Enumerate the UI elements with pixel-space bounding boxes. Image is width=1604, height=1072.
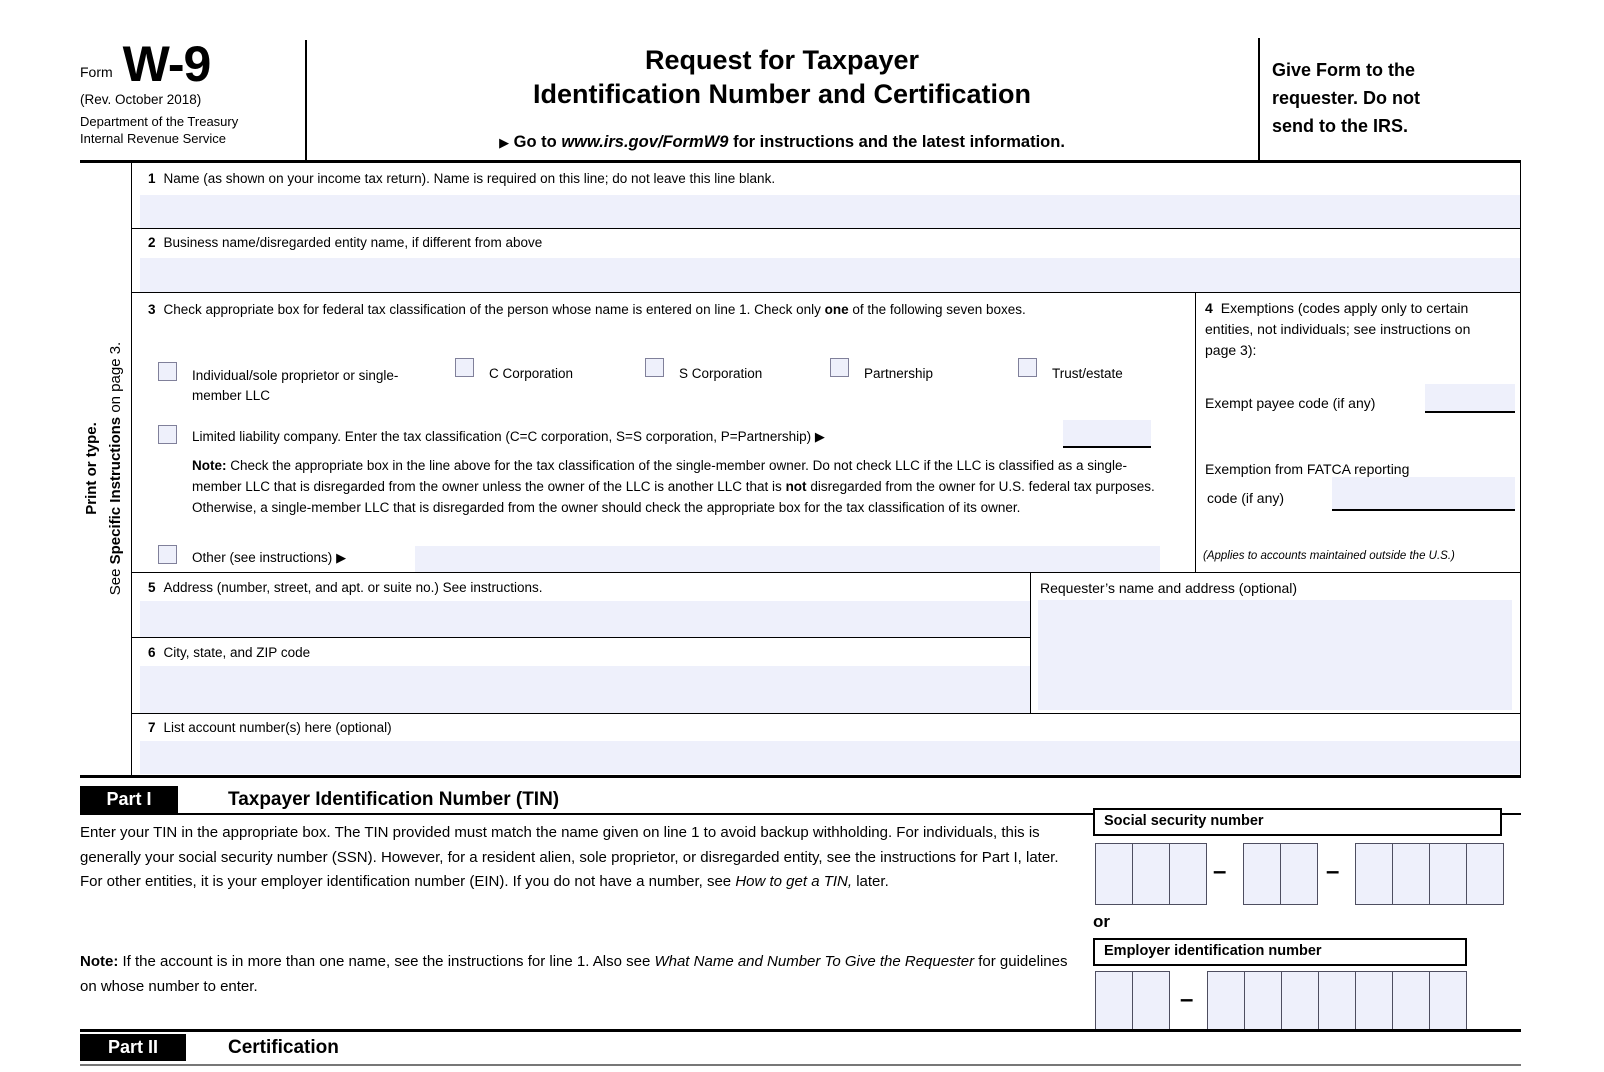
row2-border bbox=[131, 292, 1521, 293]
ssn-digit-cell[interactable] bbox=[1132, 843, 1170, 905]
page-cut-rule bbox=[80, 1064, 1521, 1066]
ein-digit-cell[interactable] bbox=[1244, 971, 1282, 1030]
form-department: Department of the Treasury bbox=[80, 114, 239, 129]
checkbox-llc[interactable] bbox=[158, 425, 177, 444]
ssn-digit-cell[interactable] bbox=[1169, 843, 1207, 905]
form-title-line2: Identification Number and Certification bbox=[532, 79, 1032, 109]
ssn-digit-cell[interactable] bbox=[1466, 843, 1504, 905]
ein-digit-cell[interactable] bbox=[1281, 971, 1319, 1030]
irs-url: www.irs.gov/FormW9 bbox=[561, 133, 729, 151]
ssn-group-1 bbox=[1095, 843, 1207, 905]
ein-digit-cell[interactable] bbox=[1318, 971, 1356, 1030]
ssn-digit-cell[interactable] bbox=[1429, 843, 1467, 905]
form-service: Internal Revenue Service bbox=[80, 131, 226, 146]
part1-paragraph: Enter your TIN in the appropriate box. The TIN provided must match the name given on line 1 to avoid backup withholding. For individuals, this is generally your social security number (SSN). However, for a resident alien, sole proprietor, or disregarded entity, see the instructions for Part I, later. For other entities, it is your employer identification number (EIN). If you do not have a number, see How to get a TIN, later. bbox=[80, 824, 1059, 890]
city-state-zip-input[interactable] bbox=[140, 666, 1030, 713]
form-id-block bbox=[80, 36, 300, 147]
line2-label: 2 Business name/disregarded entity name, if different from above bbox=[148, 235, 543, 250]
ein-digit-cell[interactable] bbox=[1207, 971, 1245, 1030]
exemptions-label: 4 Exemptions (codes apply only to certain entities, not individuals; see instructions on page 3): bbox=[1205, 300, 1471, 358]
form-number: W-9 bbox=[122, 36, 211, 92]
ssn-digit-cell[interactable] bbox=[1280, 843, 1318, 905]
line6-label: 6 City, state, and ZIP code bbox=[148, 645, 311, 660]
checkbox-s-corporation[interactable] bbox=[645, 358, 664, 377]
ssn-label-box: Social security number bbox=[1093, 808, 1502, 836]
fatca-code-input[interactable] bbox=[1332, 477, 1515, 511]
arrow-icon: ▶ bbox=[499, 135, 510, 150]
row1-border bbox=[131, 228, 1521, 229]
field-area-right-border bbox=[1520, 160, 1521, 775]
requester-divider bbox=[1030, 572, 1031, 713]
line1-label: 1 Name (as shown on your income tax return). Name is required on this line; do not leave this line blank. bbox=[148, 171, 776, 186]
ssn-digit-cell[interactable] bbox=[1392, 843, 1430, 905]
header-bottom-rule bbox=[80, 160, 1521, 163]
business-name-input[interactable] bbox=[140, 258, 1520, 292]
fatca-label-line2: code (if any) bbox=[1207, 490, 1285, 506]
arrow-icon: ▶ bbox=[336, 550, 347, 565]
exempt-payee-input[interactable] bbox=[1425, 384, 1515, 413]
part1-note: Note: If the account is in more than one name, see the instructions for line 1. Also see What Name and Number To Give the Requester for guidelines on whose number to enter. bbox=[80, 953, 1068, 995]
checkbox-s-corporation-label: S Corporation bbox=[679, 366, 763, 381]
part1-tab: Part I bbox=[80, 786, 178, 813]
ein-digit-cell[interactable] bbox=[1132, 971, 1170, 1030]
checkbox-individual-label: Individual/sole proprietor or single-member LLC bbox=[192, 368, 399, 403]
or-label: or bbox=[1093, 912, 1110, 931]
part2-tab: Part II bbox=[80, 1034, 186, 1061]
ein-digit-cell[interactable] bbox=[1429, 971, 1467, 1030]
ein-group-1 bbox=[1095, 971, 1170, 1030]
part2-top-rule bbox=[80, 1029, 1521, 1032]
give-form-notice: Give Form to the requester. Do not send to the IRS. bbox=[1272, 60, 1421, 136]
checkbox-llc-label: Limited liability company. Enter the tax classification (C=C corporation, S=S corporation, P=Partnership) ▶ bbox=[192, 429, 825, 444]
fatca-label-line1: Exemption from FATCA reporting bbox=[1205, 461, 1410, 477]
checkbox-other[interactable] bbox=[158, 545, 177, 564]
arrow-icon: ▶ bbox=[814, 429, 825, 444]
checkbox-other-label: Other (see instructions) ▶ bbox=[192, 550, 347, 565]
checkbox-trust-estate[interactable] bbox=[1018, 358, 1037, 377]
exempt-payee-label: Exempt payee code (if any) bbox=[1205, 395, 1376, 411]
print-or-type-note: Print or type. bbox=[83, 422, 100, 515]
ein-digit-cell[interactable] bbox=[1095, 971, 1133, 1030]
part1-top-rule bbox=[80, 775, 1521, 778]
ssn-digit-cell[interactable] bbox=[1095, 843, 1133, 905]
llc-note: Note: Check the appropriate box in the line above for the tax classification of the single-member owner. Do not check LLC if the LLC is classified as a single-member LLC that is disregarded from the owner unless the owner of the LLC is another LLC that is not disregarded from the owner for U.S. federal tax purposes. Otherwise, a single-member LLC that is disregarded from the owner should check the appropriate box for the tax classification of its owner. bbox=[192, 458, 1155, 515]
ein-digit-cell[interactable] bbox=[1355, 971, 1393, 1030]
ssn-digit-cell[interactable] bbox=[1243, 843, 1281, 905]
line7-label: 7 List account number(s) here (optional) bbox=[148, 720, 392, 735]
part1-title: Taxpayer Identification Number (TIN) bbox=[228, 789, 560, 810]
ein-digit-cell[interactable] bbox=[1392, 971, 1430, 1030]
sidebar-vertical-note bbox=[80, 162, 131, 775]
ssn-group-3 bbox=[1355, 843, 1504, 905]
requester-label: Requester’s name and address (optional) bbox=[1040, 580, 1298, 596]
checkbox-partnership[interactable] bbox=[830, 358, 849, 377]
ssn-dash-2: – bbox=[1326, 858, 1340, 885]
checkbox-c-corporation[interactable] bbox=[455, 358, 474, 377]
ein-group-2 bbox=[1207, 971, 1467, 1030]
field-area-left-border bbox=[131, 160, 132, 775]
form-title-block bbox=[307, 43, 1257, 152]
box4-divider bbox=[1195, 292, 1196, 572]
requester-input[interactable] bbox=[1038, 600, 1512, 710]
ssn-digit-cell[interactable] bbox=[1355, 843, 1393, 905]
line3-label: 3 Check appropriate box for federal tax classification of the person whose name is entered on line 1. Check only one of the following seven boxes. bbox=[148, 302, 1026, 317]
checkbox-individual[interactable] bbox=[158, 362, 177, 381]
address-input[interactable] bbox=[140, 601, 1030, 637]
form-title-line1: Request for Taxpayer bbox=[644, 45, 920, 75]
account-numbers-input[interactable] bbox=[140, 741, 1520, 774]
line5-label: 5 Address (number, street, and apt. or suite no.) See instructions. bbox=[148, 580, 543, 595]
row5-border bbox=[131, 637, 1030, 638]
form-label: Form bbox=[80, 64, 113, 80]
header-divider-right bbox=[1258, 38, 1260, 160]
other-input[interactable] bbox=[415, 546, 1160, 572]
checkbox-c-corporation-label: C Corporation bbox=[489, 366, 574, 381]
form-revision: (Rev. October 2018) bbox=[80, 92, 202, 107]
specific-instructions-note: See Specific Instructions on page 3. bbox=[107, 341, 124, 596]
part2-title: Certification bbox=[228, 1037, 339, 1058]
llc-classification-input[interactable] bbox=[1063, 420, 1151, 448]
goto-instruction: ▶ Go to www.irs.gov/FormW9 for instructions and the latest information. bbox=[499, 133, 1065, 151]
checkbox-trust-estate-label: Trust/estate bbox=[1052, 366, 1123, 381]
row6-border bbox=[131, 713, 1521, 714]
name-input[interactable] bbox=[140, 195, 1520, 228]
checkbox-partnership-label: Partnership bbox=[864, 366, 934, 381]
ein-label-box: Employer identification number bbox=[1093, 938, 1467, 966]
ein-dash: – bbox=[1180, 986, 1194, 1013]
applies-note: (Applies to accounts maintained outside the U.S.) bbox=[1203, 550, 1455, 562]
ssn-dash-1: – bbox=[1213, 858, 1227, 885]
row3-border bbox=[131, 572, 1521, 573]
ssn-group-2 bbox=[1243, 843, 1318, 905]
